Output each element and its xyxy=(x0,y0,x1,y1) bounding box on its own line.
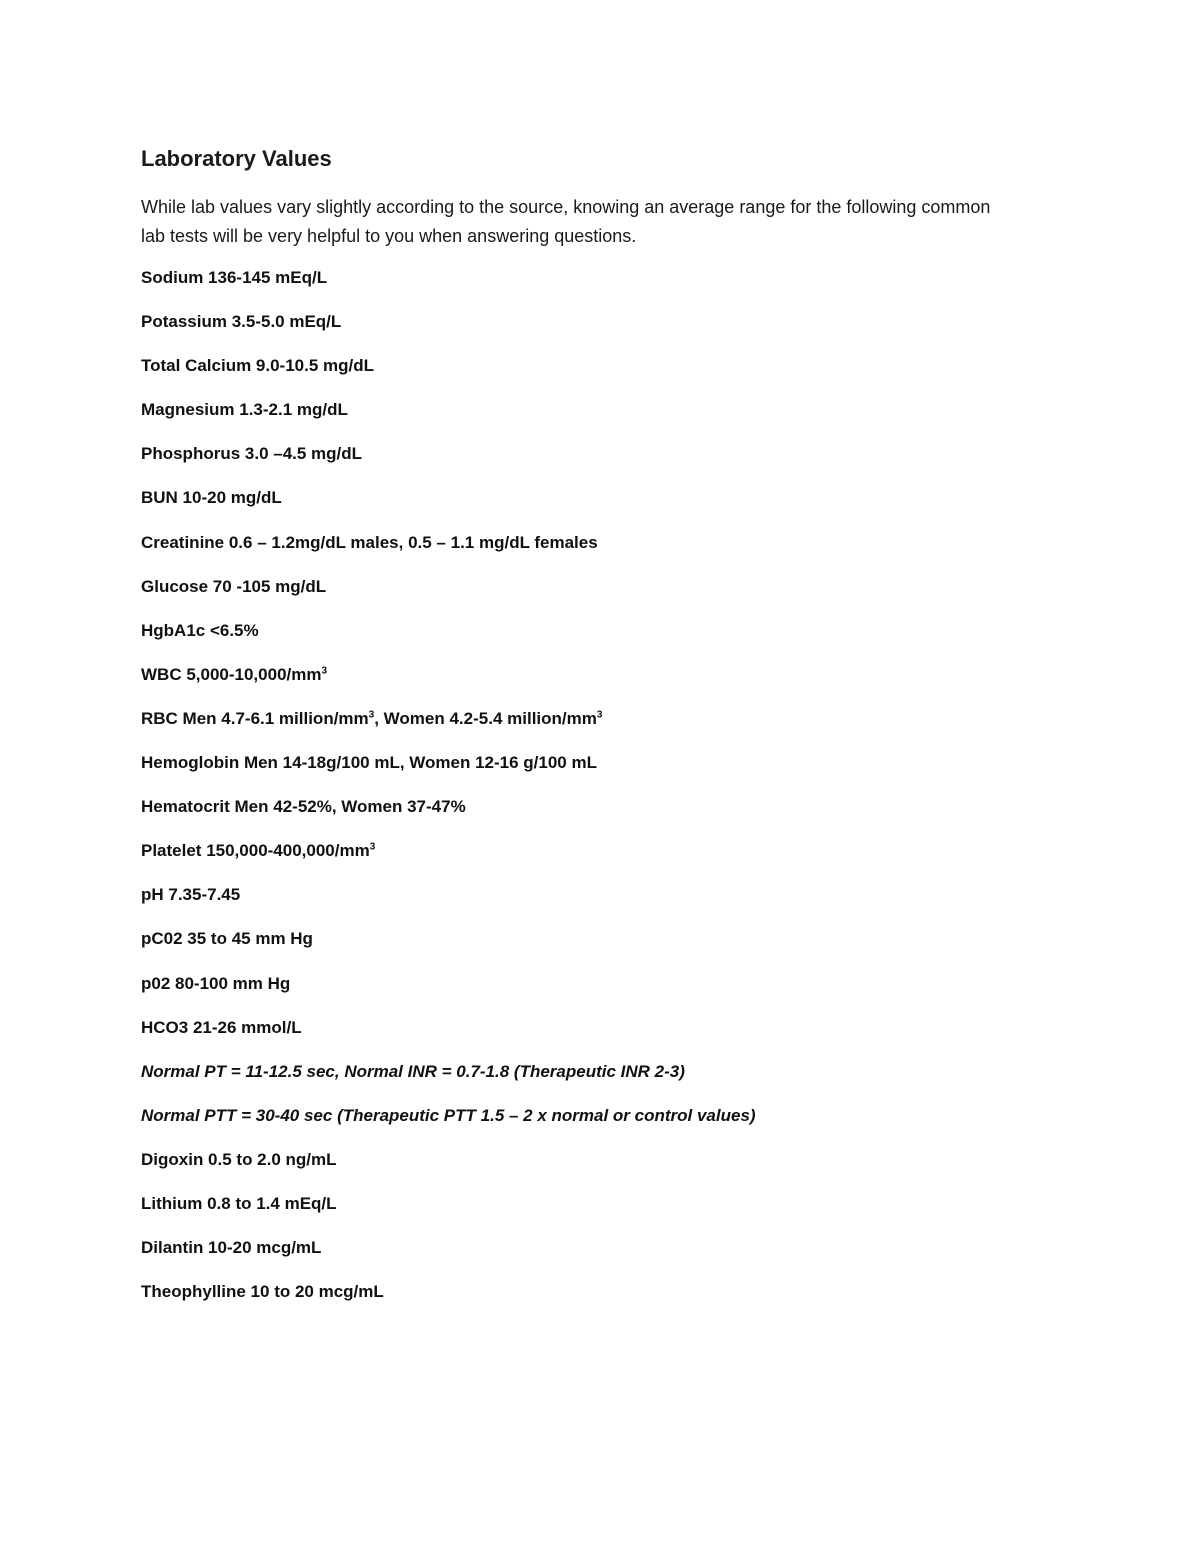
lab-value-pt-inr: Normal PT = 11-12.5 sec, Normal INR = 0.7-1.8 (Therapeutic INR 2-3) xyxy=(141,1061,685,1081)
lab-value-wbc xyxy=(141,660,1041,704)
lab-value-hematocrit: Hematocrit Men 42-52%, Women 37-47% xyxy=(141,797,466,817)
rbc-men-text: RBC Men 4.7-6.1 million/mm xyxy=(141,708,369,728)
lab-value-hco3: HCO3 21-26 mmol/L xyxy=(141,1017,302,1037)
lab-value-dilantin: Dilantin 10-20 mcg/mL xyxy=(141,1238,322,1258)
lab-value-rbc xyxy=(141,704,1041,748)
page-title: Laboratory Values xyxy=(141,146,332,171)
platelet-text: Platelet 150,000-400,000/mm xyxy=(141,841,370,861)
lab-value-potassium: Potassium 3.5-5.0 mEq/L xyxy=(141,312,342,332)
lab-value-phosphorus: Phosphorus 3.0 –4.5 mg/dL xyxy=(141,444,363,464)
lab-value-glucose: Glucose 70 -105 mg/dL xyxy=(141,576,327,596)
lab-value-po2: p02 80-100 mm Hg xyxy=(141,973,291,993)
wbc-text: WBC 5,000-10,000/mm xyxy=(141,664,322,684)
lab-value-platelet xyxy=(141,836,1041,880)
document-content xyxy=(141,143,1041,1321)
lab-value-pco2: pC02 35 to 45 mm Hg xyxy=(141,929,313,949)
lab-value-sodium: Sodium 136-145 mEq/L xyxy=(141,268,328,287)
lab-value-creatinine: Creatinine 0.6 – 1.2mg/dL males, 0.5 – 1.1 mg/dL females xyxy=(141,532,598,552)
lab-value-magnesium: Magnesium 1.3-2.1 mg/dL xyxy=(141,400,348,420)
rbc-men-superscript: 3 xyxy=(368,709,375,721)
lab-value-lithium: Lithium 0.8 to 1.4 mEq/L xyxy=(141,1193,337,1213)
platelet-superscript: 3 xyxy=(369,841,376,853)
lab-value-total-calcium: Total Calcium 9.0-10.5 mg/dL xyxy=(141,356,375,376)
lab-values-list xyxy=(141,263,1041,1321)
lab-value-hemoglobin: Hemoglobin Men 14-18g/100 mL, Women 12-16 g/100 mL xyxy=(141,753,597,773)
lab-value-hgba1c: HgbA1c <6.5% xyxy=(141,620,259,640)
rbc-women-superscript: 3 xyxy=(596,709,603,721)
intro-paragraph: While lab values vary slightly according to the source, knowing an average range for the following common lab tests will be very helpful to you when answering questions. xyxy=(141,197,991,246)
lab-value-bun: BUN 10-20 mg/dL xyxy=(141,488,282,508)
rbc-women-text: , Women 4.2-5.4 million/mm xyxy=(374,708,597,728)
wbc-superscript: 3 xyxy=(321,665,328,677)
lab-value-digoxin: Digoxin 0.5 to 2.0 ng/mL xyxy=(141,1149,337,1169)
lab-value-ptt: Normal PTT = 30-40 sec (Therapeutic PTT 1.5 – 2 x normal or control values) xyxy=(141,1105,756,1125)
lab-value-theophylline: Theophylline 10 to 20 mcg/mL xyxy=(141,1282,384,1302)
lab-value-ph: pH 7.35-7.45 xyxy=(141,885,241,905)
